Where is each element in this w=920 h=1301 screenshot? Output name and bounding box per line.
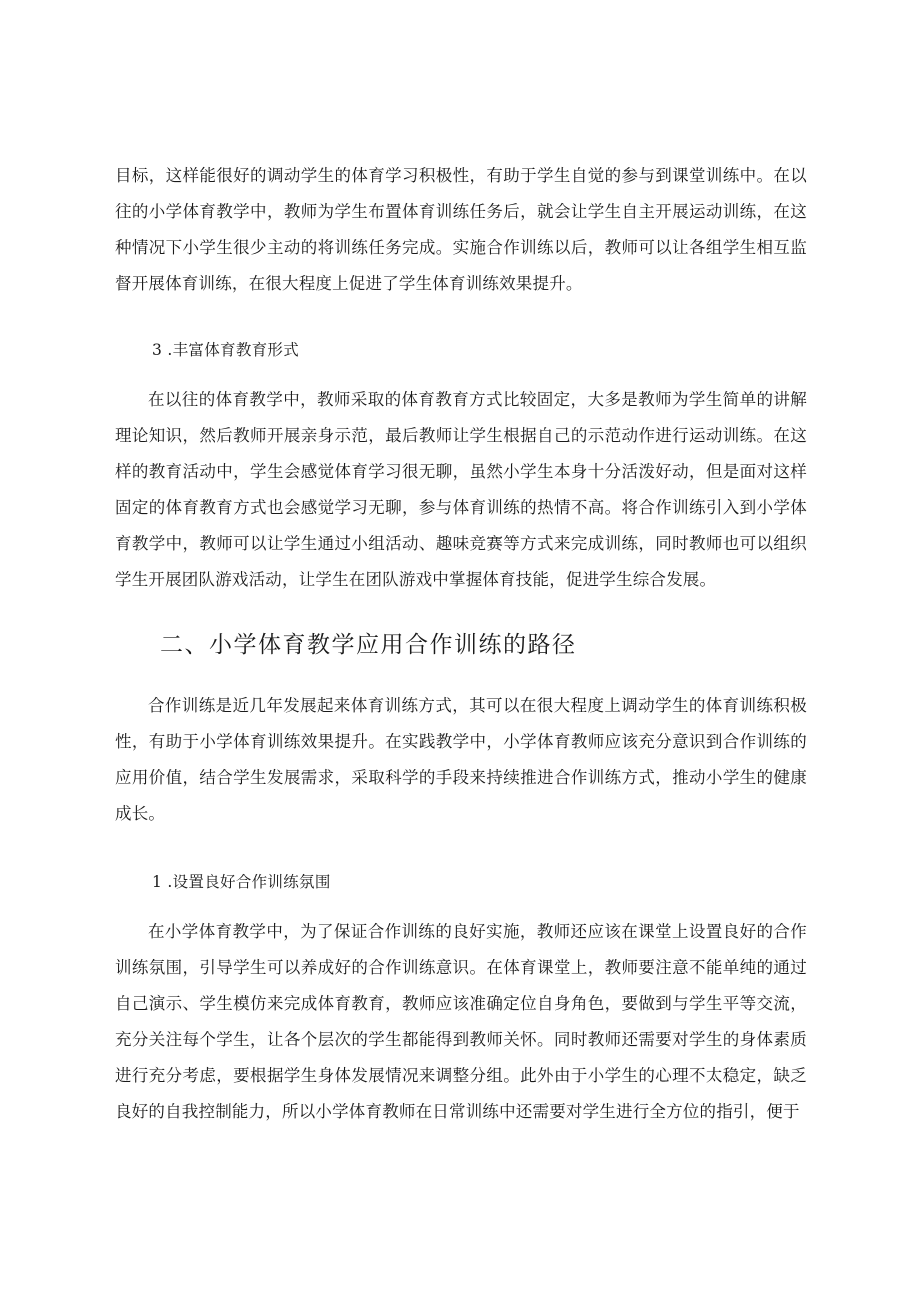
section-title-2: 二、小学体育教学应用合作训练的路径 bbox=[160, 632, 577, 658]
paragraph-text: 在小学体育教学中，为了保证合作训练的良好实施，教师还应该在课堂上设置良好的合作训练氛围，引导学生可以养成好的合作训练意识。在体育课堂上，教师要注意不能单纯的通过自己演示、学生模仿来完成体育教育，教师应该准确定位自身角色，要做到与学生平等交流，充分关注每个学生，让各个层次的学生都能得到教师关怀。同时教师还需要对学生的身体素质进行充分考虑，要根据学生身体发展情况来调整分组。此外由于小学生的心理不太稳定，缺乏良好的自我控制能力，所以小学体育教师在日常训练中还需要对学生进行全方位的指引，便于 bbox=[115, 922, 807, 1121]
paragraph-text: 合作训练是近几年发展起来体育训练方式，其可以在很大程度上调动学生的体育训练积极性，有助于小学体育训练效果提升。在实践教学中，小学体育教师应该充分意识到合作训练的应用价值，结合学生发展需求，采取科学的手段来持续推进合作训练方式，推动小学生的健康成长。 bbox=[115, 696, 807, 823]
paragraph-teaching-forms bbox=[115, 382, 807, 598]
subheading-1: 1 .设置良好合作训练氛围 bbox=[152, 873, 331, 891]
paragraph-atmosphere bbox=[115, 914, 807, 1130]
paragraph-continuation bbox=[115, 158, 807, 302]
paragraph-section-intro bbox=[115, 688, 807, 832]
subheading-3: 3 .丰富体育教育形式 bbox=[152, 341, 300, 359]
paragraph-text: 目标，这样能很好的调动学生的体育学习积极性，有助于学生自觉的参与到课堂训练中。在以往的小学体育教学中，教师为学生布置体育训练任务后，就会让学生自主开展运动训练，在这种情况下小学生很少主动的将训练任务完成。实施合作训练以后，教师可以让各组学生相互监督开展体育训练，在很大程度上促进了学生体育训练效果提升。 bbox=[115, 166, 807, 293]
paragraph-text: 在以往的体育教学中，教师采取的体育教育方式比较固定，大多是教师为学生简单的讲解理论知识，然后教师开展亲身示范，最后教师让学生根据自己的示范动作进行运动训练。在这样的教育活动中，学生会感觉体育学习很无聊，虽然小学生本身十分活泼好动，但是面对这样固定的体育教育方式也会感觉学习无聊，参与体育训练的热情不高。将合作训练引入到小学体育教学中，教师可以让学生通过小组活动、趣味竞赛等方式来完成训练，同时教师也可以组织学生开展团队游戏活动，让学生在团队游戏中掌握体育技能，促进学生综合发展。 bbox=[115, 390, 807, 589]
